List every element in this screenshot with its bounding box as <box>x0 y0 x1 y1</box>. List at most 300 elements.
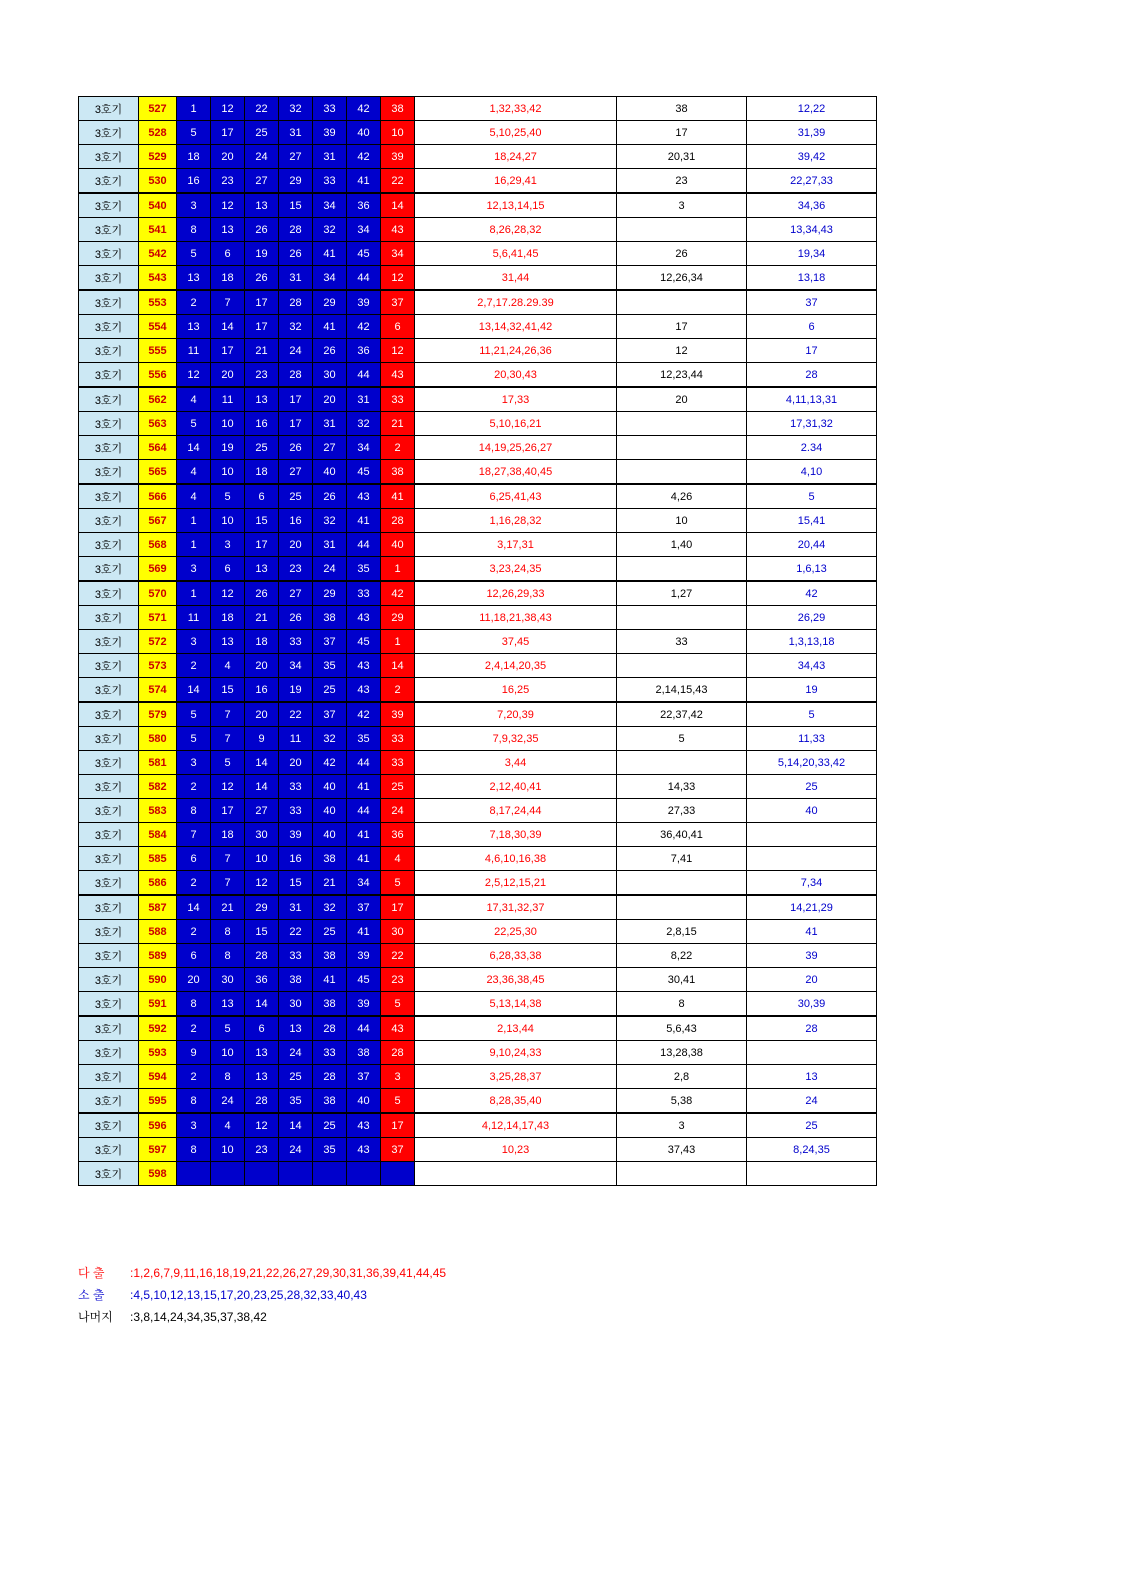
round-number: 556 <box>139 363 177 388</box>
winning-number-4: 33 <box>279 775 313 799</box>
bonus-number: 25 <box>381 775 415 799</box>
round-number: 543 <box>139 266 177 291</box>
winning-number-5: 25 <box>313 678 347 703</box>
winning-number-4: 22 <box>279 920 313 944</box>
remainder-set <box>617 218 747 242</box>
winning-number-5: 35 <box>313 654 347 678</box>
winning-number-1 <box>177 1162 211 1186</box>
footer-frequent-key: 다 출 <box>78 1266 105 1280</box>
footer-rare-value: :4,5,10,12,13,15,17,20,23,25,28,32,33,40,43 <box>130 1288 367 1302</box>
footer-line-frequent <box>78 1262 446 1284</box>
winning-number-4: 33 <box>279 799 313 823</box>
winning-number-1: 4 <box>177 484 211 509</box>
footer-rare-key: 소 출 <box>78 1288 105 1302</box>
rare-set: 13,18 <box>747 266 877 291</box>
winning-number-6: 36 <box>347 193 381 218</box>
machine-label: 3호기 <box>79 823 139 847</box>
winning-number-5: 26 <box>313 339 347 363</box>
rare-set: 12,22 <box>747 97 877 121</box>
winning-number-2: 17 <box>211 121 245 145</box>
winning-number-6: 35 <box>347 557 381 582</box>
winning-number-4: 33 <box>279 630 313 654</box>
bonus-number: 17 <box>381 1113 415 1138</box>
frequent-set: 17,33 <box>415 387 617 412</box>
winning-number-5: 26 <box>313 484 347 509</box>
remainder-set: 5 <box>617 727 747 751</box>
winning-number-1: 8 <box>177 1089 211 1114</box>
machine-label: 3호기 <box>79 121 139 145</box>
winning-number-2: 12 <box>211 581 245 606</box>
frequent-set: 3,25,28,37 <box>415 1065 617 1089</box>
winning-number-5: 42 <box>313 751 347 775</box>
remainder-set: 8 <box>617 992 747 1017</box>
bonus-number: 14 <box>381 654 415 678</box>
table-row <box>79 509 877 533</box>
round-number: 586 <box>139 871 177 896</box>
remainder-set: 30,41 <box>617 968 747 992</box>
winning-number-4: 26 <box>279 436 313 460</box>
winning-number-2: 7 <box>211 871 245 896</box>
table-row <box>79 1162 877 1186</box>
winning-number-1: 2 <box>177 1016 211 1041</box>
remainder-set: 5,6,43 <box>617 1016 747 1041</box>
winning-number-4: 27 <box>279 145 313 169</box>
round-number: 562 <box>139 387 177 412</box>
round-number: 592 <box>139 1016 177 1041</box>
winning-number-3: 14 <box>245 751 279 775</box>
bonus-number: 36 <box>381 823 415 847</box>
winning-number-3: 26 <box>245 581 279 606</box>
table-row <box>79 460 877 485</box>
winning-number-6: 35 <box>347 727 381 751</box>
winning-number-3: 20 <box>245 702 279 727</box>
winning-number-5: 35 <box>313 1138 347 1162</box>
round-number: 566 <box>139 484 177 509</box>
winning-number-3: 23 <box>245 1138 279 1162</box>
frequent-set: 22,25,30 <box>415 920 617 944</box>
machine-label: 3호기 <box>79 968 139 992</box>
footer-line-remainder <box>78 1306 446 1328</box>
table-row <box>79 290 877 315</box>
winning-number-2: 13 <box>211 992 245 1017</box>
winning-number-1: 9 <box>177 1041 211 1065</box>
round-number: 598 <box>139 1162 177 1186</box>
bonus-number: 5 <box>381 1089 415 1114</box>
round-number: 555 <box>139 339 177 363</box>
winning-number-5: 41 <box>313 968 347 992</box>
winning-number-3: 23 <box>245 363 279 388</box>
remainder-set: 23 <box>617 169 747 194</box>
remainder-set <box>617 290 747 315</box>
winning-number-6: 40 <box>347 121 381 145</box>
bonus-number: 33 <box>381 727 415 751</box>
winning-number-5: 37 <box>313 630 347 654</box>
winning-number-2: 12 <box>211 775 245 799</box>
winning-number-3: 13 <box>245 1041 279 1065</box>
winning-number-4: 25 <box>279 1065 313 1089</box>
table-row <box>79 1138 877 1162</box>
round-number: 569 <box>139 557 177 582</box>
winning-number-3: 10 <box>245 847 279 871</box>
frequent-set: 3,17,31 <box>415 533 617 557</box>
winning-number-6: 42 <box>347 145 381 169</box>
machine-label: 3호기 <box>79 412 139 436</box>
round-number: 587 <box>139 895 177 920</box>
winning-number-6: 41 <box>347 775 381 799</box>
winning-number-2: 13 <box>211 630 245 654</box>
winning-number-3: 24 <box>245 145 279 169</box>
machine-label: 3호기 <box>79 557 139 582</box>
remainder-set: 17 <box>617 121 747 145</box>
rare-set: 11,33 <box>747 727 877 751</box>
winning-number-6: 32 <box>347 412 381 436</box>
frequent-set: 7,20,39 <box>415 702 617 727</box>
winning-number-3: 25 <box>245 121 279 145</box>
table-row <box>79 678 877 703</box>
winning-number-3: 13 <box>245 387 279 412</box>
winning-number-5: 24 <box>313 557 347 582</box>
winning-number-2: 5 <box>211 484 245 509</box>
winning-number-2: 18 <box>211 266 245 291</box>
table-row <box>79 847 877 871</box>
winning-number-2: 4 <box>211 1113 245 1138</box>
winning-number-5: 38 <box>313 992 347 1017</box>
round-number: 529 <box>139 145 177 169</box>
table-row <box>79 654 877 678</box>
footer-line-rare <box>78 1284 446 1306</box>
winning-number-5: 38 <box>313 1089 347 1114</box>
remainder-set: 4,26 <box>617 484 747 509</box>
winning-number-6: 44 <box>347 533 381 557</box>
table-row <box>79 727 877 751</box>
frequent-set: 3,44 <box>415 751 617 775</box>
bonus-number: 6 <box>381 315 415 339</box>
machine-label: 3호기 <box>79 1041 139 1065</box>
winning-number-3: 28 <box>245 944 279 968</box>
remainder-set: 17 <box>617 315 747 339</box>
winning-number-2: 3 <box>211 533 245 557</box>
winning-number-3: 17 <box>245 315 279 339</box>
winning-number-3: 17 <box>245 290 279 315</box>
winning-number-3: 16 <box>245 678 279 703</box>
winning-number-4: 22 <box>279 702 313 727</box>
rare-set: 5 <box>747 702 877 727</box>
winning-number-4: 24 <box>279 1138 313 1162</box>
remainder-set <box>617 412 747 436</box>
rare-set: 37 <box>747 290 877 315</box>
winning-number-2: 6 <box>211 242 245 266</box>
winning-number-1: 2 <box>177 654 211 678</box>
frequent-set: 12,13,14,15 <box>415 193 617 218</box>
machine-label: 3호기 <box>79 218 139 242</box>
footer-summary <box>78 1262 446 1328</box>
winning-number-5: 27 <box>313 436 347 460</box>
winning-number-4: 27 <box>279 460 313 485</box>
frequent-set: 2,13,44 <box>415 1016 617 1041</box>
rare-set: 17,31,32 <box>747 412 877 436</box>
remainder-set <box>617 557 747 582</box>
bonus-number: 22 <box>381 169 415 194</box>
winning-number-2: 15 <box>211 678 245 703</box>
winning-number-2: 8 <box>211 1065 245 1089</box>
machine-label: 3호기 <box>79 484 139 509</box>
bonus-number: 43 <box>381 1016 415 1041</box>
winning-number-1: 2 <box>177 920 211 944</box>
rare-set: 30,39 <box>747 992 877 1017</box>
winning-number-6: 42 <box>347 702 381 727</box>
bonus-number: 39 <box>381 702 415 727</box>
round-number: 589 <box>139 944 177 968</box>
bonus-number: 38 <box>381 460 415 485</box>
winning-number-3: 30 <box>245 823 279 847</box>
rare-set: 8,24,35 <box>747 1138 877 1162</box>
remainder-set <box>617 460 747 485</box>
winning-number-1: 2 <box>177 871 211 896</box>
winning-number-4: 26 <box>279 606 313 630</box>
bonus-number: 41 <box>381 484 415 509</box>
winning-number-6: 37 <box>347 1065 381 1089</box>
bonus-number: 40 <box>381 533 415 557</box>
round-number: 554 <box>139 315 177 339</box>
rare-set: 39,42 <box>747 145 877 169</box>
remainder-set: 37,43 <box>617 1138 747 1162</box>
frequent-set: 1,32,33,42 <box>415 97 617 121</box>
bonus-number: 30 <box>381 920 415 944</box>
round-number: 580 <box>139 727 177 751</box>
bonus-number <box>381 1162 415 1186</box>
winning-number-3: 22 <box>245 97 279 121</box>
winning-number-6: 41 <box>347 169 381 194</box>
winning-number-3: 26 <box>245 218 279 242</box>
bonus-number: 42 <box>381 581 415 606</box>
remainder-set: 10 <box>617 509 747 533</box>
bonus-number: 43 <box>381 363 415 388</box>
frequent-set: 23,36,38,45 <box>415 968 617 992</box>
bonus-number: 2 <box>381 436 415 460</box>
rare-set: 1,3,13,18 <box>747 630 877 654</box>
rare-set <box>747 823 877 847</box>
winning-number-6: 42 <box>347 97 381 121</box>
winning-number-3: 15 <box>245 920 279 944</box>
round-number: 585 <box>139 847 177 871</box>
winning-number-3: 20 <box>245 654 279 678</box>
winning-number-1: 14 <box>177 436 211 460</box>
table-row <box>79 387 877 412</box>
winning-number-1: 3 <box>177 193 211 218</box>
winning-number-6: 44 <box>347 363 381 388</box>
bonus-number: 21 <box>381 412 415 436</box>
round-number: 574 <box>139 678 177 703</box>
round-number: 571 <box>139 606 177 630</box>
rare-set: 5 <box>747 484 877 509</box>
winning-number-6: 37 <box>347 895 381 920</box>
frequent-set: 20,30,43 <box>415 363 617 388</box>
winning-number-5: 31 <box>313 533 347 557</box>
remainder-set <box>617 654 747 678</box>
machine-label: 3호기 <box>79 169 139 194</box>
winning-number-6: 31 <box>347 387 381 412</box>
bonus-number: 28 <box>381 1041 415 1065</box>
frequent-set: 16,29,41 <box>415 169 617 194</box>
winning-number-4: 31 <box>279 895 313 920</box>
winning-number-6: 44 <box>347 1016 381 1041</box>
rare-set: 20 <box>747 968 877 992</box>
round-number: 597 <box>139 1138 177 1162</box>
winning-number-6: 45 <box>347 630 381 654</box>
lotto-sheet <box>78 96 846 1186</box>
winning-number-3: 27 <box>245 799 279 823</box>
round-number: 564 <box>139 436 177 460</box>
table-row <box>79 702 877 727</box>
winning-number-5: 21 <box>313 871 347 896</box>
frequent-set: 17,31,32,37 <box>415 895 617 920</box>
table-row <box>79 242 877 266</box>
winning-number-6: 44 <box>347 266 381 291</box>
winning-number-1: 5 <box>177 121 211 145</box>
winning-number-5: 37 <box>313 702 347 727</box>
winning-number-4: 32 <box>279 97 313 121</box>
winning-number-5: 34 <box>313 193 347 218</box>
remainder-set: 2,14,15,43 <box>617 678 747 703</box>
winning-number-4: 33 <box>279 944 313 968</box>
rare-set: 2.34 <box>747 436 877 460</box>
frequent-set <box>415 1162 617 1186</box>
bonus-number: 39 <box>381 145 415 169</box>
winning-number-5: 32 <box>313 727 347 751</box>
winning-number-1: 5 <box>177 412 211 436</box>
winning-number-3: 26 <box>245 266 279 291</box>
winning-number-4: 15 <box>279 871 313 896</box>
machine-label: 3호기 <box>79 871 139 896</box>
winning-number-5: 32 <box>313 509 347 533</box>
winning-number-2: 30 <box>211 968 245 992</box>
table-row <box>79 1065 877 1089</box>
winning-number-2: 10 <box>211 1041 245 1065</box>
winning-number-5: 38 <box>313 944 347 968</box>
table-row <box>79 1089 877 1114</box>
bonus-number: 28 <box>381 509 415 533</box>
table-row <box>79 1113 877 1138</box>
winning-number-4: 24 <box>279 339 313 363</box>
winning-number-4: 16 <box>279 847 313 871</box>
winning-number-3: 27 <box>245 169 279 194</box>
round-number: 584 <box>139 823 177 847</box>
winning-number-3: 14 <box>245 992 279 1017</box>
table-row <box>79 533 877 557</box>
rare-set: 28 <box>747 1016 877 1041</box>
winning-number-2: 7 <box>211 702 245 727</box>
frequent-set: 10,23 <box>415 1138 617 1162</box>
winning-number-2: 7 <box>211 290 245 315</box>
winning-number-5: 32 <box>313 218 347 242</box>
rare-set: 31,39 <box>747 121 877 145</box>
winning-number-3: 9 <box>245 727 279 751</box>
frequent-set: 37,45 <box>415 630 617 654</box>
winning-number-5: 28 <box>313 1016 347 1041</box>
winning-number-1: 1 <box>177 97 211 121</box>
remainder-set: 5,38 <box>617 1089 747 1114</box>
winning-number-5: 30 <box>313 363 347 388</box>
round-number: 565 <box>139 460 177 485</box>
winning-number-2: 19 <box>211 436 245 460</box>
rare-set: 42 <box>747 581 877 606</box>
winning-number-2: 6 <box>211 557 245 582</box>
frequent-set: 9,10,24,33 <box>415 1041 617 1065</box>
rare-set: 28 <box>747 363 877 388</box>
winning-number-6 <box>347 1162 381 1186</box>
winning-number-6: 33 <box>347 581 381 606</box>
winning-number-1: 8 <box>177 1138 211 1162</box>
winning-number-4: 27 <box>279 581 313 606</box>
table-row <box>79 266 877 291</box>
winning-number-4: 25 <box>279 484 313 509</box>
winning-number-1: 5 <box>177 702 211 727</box>
lotto-table <box>78 96 877 1186</box>
table-row <box>79 606 877 630</box>
frequent-set: 5,13,14,38 <box>415 992 617 1017</box>
winning-number-4: 29 <box>279 169 313 194</box>
rare-set: 4,10 <box>747 460 877 485</box>
round-number: 568 <box>139 533 177 557</box>
machine-label: 3호기 <box>79 606 139 630</box>
winning-number-1: 5 <box>177 242 211 266</box>
winning-number-5: 38 <box>313 606 347 630</box>
winning-number-3: 16 <box>245 412 279 436</box>
winning-number-4: 20 <box>279 533 313 557</box>
frequent-set: 7,18,30,39 <box>415 823 617 847</box>
rare-set: 14,21,29 <box>747 895 877 920</box>
bonus-number: 38 <box>381 97 415 121</box>
remainder-set: 36,40,41 <box>617 823 747 847</box>
winning-number-5: 33 <box>313 97 347 121</box>
winning-number-4: 19 <box>279 678 313 703</box>
frequent-set: 8,17,24,44 <box>415 799 617 823</box>
round-number: 590 <box>139 968 177 992</box>
rare-set: 13,34,43 <box>747 218 877 242</box>
winning-number-6: 34 <box>347 218 381 242</box>
remainder-set: 38 <box>617 97 747 121</box>
table-row <box>79 823 877 847</box>
bonus-number: 23 <box>381 968 415 992</box>
winning-number-2: 17 <box>211 799 245 823</box>
winning-number-1: 20 <box>177 968 211 992</box>
frequent-set: 2,4,14,20,35 <box>415 654 617 678</box>
winning-number-3: 18 <box>245 630 279 654</box>
frequent-set: 4,6,10,16,38 <box>415 847 617 871</box>
bonus-number: 1 <box>381 557 415 582</box>
winning-number-4: 28 <box>279 290 313 315</box>
table-row <box>79 436 877 460</box>
round-number: 583 <box>139 799 177 823</box>
winning-number-5: 20 <box>313 387 347 412</box>
winning-number-4: 39 <box>279 823 313 847</box>
winning-number-2: 7 <box>211 727 245 751</box>
winning-number-1: 1 <box>177 581 211 606</box>
winning-number-4: 17 <box>279 387 313 412</box>
winning-number-4: 20 <box>279 751 313 775</box>
rare-set: 15,41 <box>747 509 877 533</box>
lotto-table-body <box>79 97 877 1186</box>
bonus-number: 24 <box>381 799 415 823</box>
machine-label: 3호기 <box>79 266 139 291</box>
table-row <box>79 412 877 436</box>
rare-set <box>747 1041 877 1065</box>
table-row <box>79 992 877 1017</box>
frequent-set: 2,12,40,41 <box>415 775 617 799</box>
table-row <box>79 193 877 218</box>
winning-number-1: 2 <box>177 1065 211 1089</box>
winning-number-5: 40 <box>313 460 347 485</box>
